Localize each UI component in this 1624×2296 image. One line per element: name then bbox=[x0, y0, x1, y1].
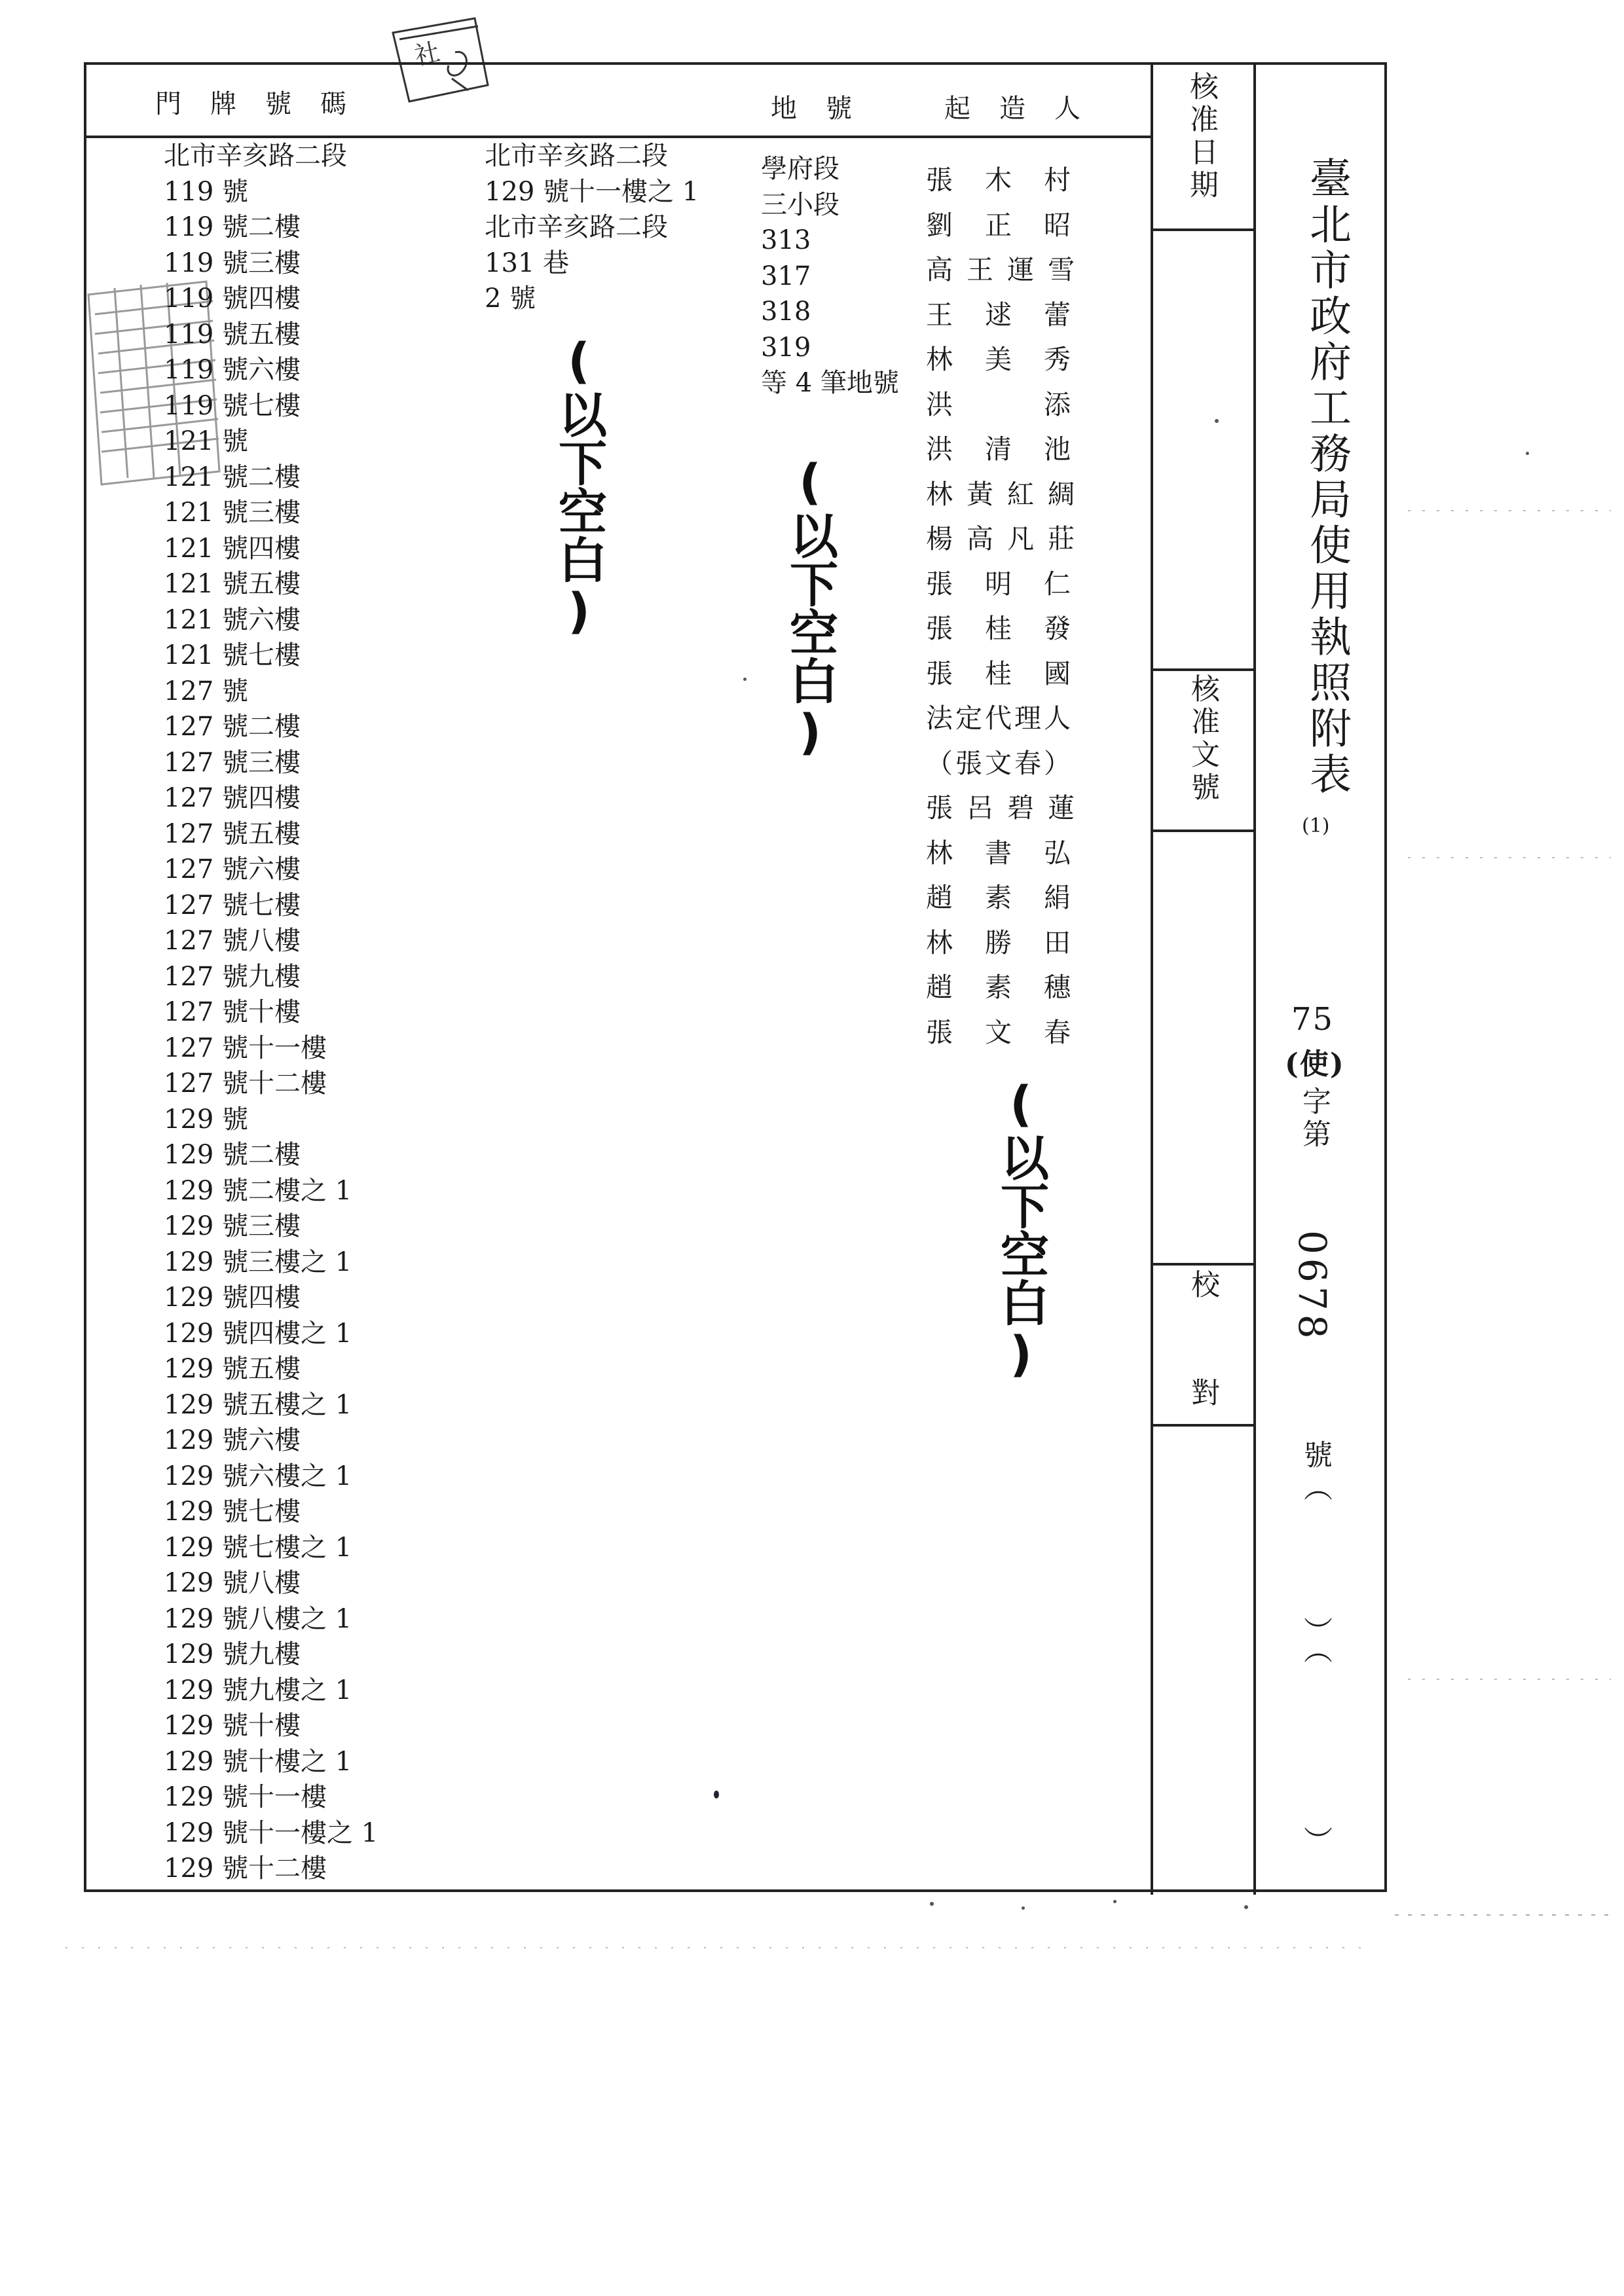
address-entry: 127 號六樓 bbox=[164, 854, 301, 884]
approval-date-label: 核准日期 bbox=[1185, 71, 1218, 202]
address-entry: 131 巷 bbox=[485, 247, 570, 278]
permit-paren-mid: ）（ bbox=[1299, 1616, 1332, 1667]
builder-name: 洪 添 bbox=[926, 388, 1073, 420]
address-entry: 129 號九樓 bbox=[164, 1639, 301, 1669]
address-entry: 129 號十一樓之 1 bbox=[485, 176, 699, 207]
address-entry: 129 號五樓 bbox=[164, 1354, 301, 1384]
address-entry: 129 號二樓 bbox=[164, 1140, 301, 1170]
builder-name: 張 文 春 bbox=[926, 1016, 1073, 1048]
document-title: 臺北市政府工務局使用執照附表 bbox=[1302, 156, 1351, 798]
address-entry: 129 號三樓 bbox=[164, 1211, 301, 1241]
address-entry: 129 號五樓之 1 bbox=[164, 1389, 352, 1420]
address-entry: 127 號二樓 bbox=[164, 712, 301, 742]
address-entry: 129 號三樓之 1 bbox=[164, 1247, 352, 1277]
address-entry: 129 號八樓之 1 bbox=[164, 1603, 352, 1634]
builder-name: 楊 高 凡 莊 bbox=[926, 523, 1078, 555]
builder-name: 法定代理人 bbox=[926, 702, 1073, 734]
builder-name: 劉 正 昭 bbox=[926, 209, 1073, 241]
address-entry: 北市辛亥路二段 bbox=[485, 212, 668, 242]
address-entry: 119 號三樓 bbox=[164, 247, 301, 278]
permit-year: 75 bbox=[1291, 1001, 1335, 1038]
builder-name: 張 呂 碧 蓮 bbox=[926, 792, 1078, 824]
land-number-entry: 學府段 bbox=[761, 154, 840, 184]
builder-name: 張 木 村 bbox=[926, 164, 1073, 196]
address-entry: 127 號十一樓 bbox=[164, 1032, 327, 1063]
address-entry: 119 號七樓 bbox=[164, 390, 301, 421]
address-entry: 121 號五樓 bbox=[164, 569, 301, 599]
land-number-entry: 313 bbox=[761, 225, 811, 255]
address-entry: 129 號十樓之 1 bbox=[164, 1746, 352, 1777]
address-entry: 129 號四樓 bbox=[164, 1283, 301, 1313]
blank-mark-land: (以下空白) bbox=[782, 454, 838, 761]
address-entry: 129 號八樓 bbox=[164, 1568, 301, 1598]
permit-type: (使) bbox=[1285, 1048, 1345, 1081]
land-number-entry: 等 4 筆地號 bbox=[761, 368, 899, 398]
builder-name: 林 勝 田 bbox=[926, 926, 1073, 958]
address-entry: 121 號六樓 bbox=[164, 604, 301, 635]
address-entry: 129 號四樓之 1 bbox=[164, 1318, 352, 1349]
address-entry: 121 號四樓 bbox=[164, 533, 301, 564]
address-entry: 119 號二樓 bbox=[164, 212, 301, 242]
address-entry: 121 號 bbox=[164, 426, 249, 456]
header-address: 門 牌 號 碼 bbox=[155, 89, 348, 119]
address-entry: 127 號十二樓 bbox=[164, 1068, 327, 1099]
permit-hao: 號（ bbox=[1299, 1440, 1332, 1505]
permit-number: 0678 bbox=[1290, 1230, 1335, 1343]
address-entry: 127 號九樓 bbox=[164, 961, 301, 992]
builder-name: 林 書 弘 bbox=[926, 837, 1073, 869]
address-entry: 127 號 bbox=[164, 676, 249, 706]
builder-name: 林 美 秀 bbox=[926, 344, 1073, 375]
address-entry: 129 號七樓之 1 bbox=[164, 1532, 352, 1563]
address-entry: 121 號七樓 bbox=[164, 640, 301, 670]
title-page-number: (1) bbox=[1302, 814, 1330, 837]
address-entry: 129 號二樓之 1 bbox=[164, 1175, 352, 1206]
land-number-entry: 318 bbox=[761, 297, 811, 327]
builder-name: 高 王 運 雪 bbox=[926, 254, 1078, 285]
builder-name: 張 桂 發 bbox=[926, 613, 1073, 644]
address-entry: 129 號六樓之 1 bbox=[164, 1461, 352, 1491]
address-entry: 129 號六樓 bbox=[164, 1425, 301, 1455]
address-entry: 119 號四樓 bbox=[164, 283, 301, 314]
svg-text:社: 社 bbox=[412, 37, 443, 71]
builder-name: 洪 清 池 bbox=[926, 433, 1073, 465]
permit-zi-di: 字第 bbox=[1297, 1086, 1331, 1152]
address-entry: 121 號二樓 bbox=[164, 462, 301, 492]
address-entry: 129 號 bbox=[164, 1104, 249, 1135]
address-entry: 129 號十二樓 bbox=[164, 1853, 327, 1884]
builder-name: 張 明 仁 bbox=[926, 568, 1073, 600]
approval-doc-label: 核准文號 bbox=[1186, 674, 1219, 805]
land-number-entry: 317 bbox=[761, 261, 811, 291]
address-entry: 119 號六樓 bbox=[164, 355, 301, 385]
permit-paren-end: ） bbox=[1299, 1826, 1332, 1859]
proofread-label-2: 對 bbox=[1186, 1377, 1219, 1410]
header-land-number: 地 號 bbox=[771, 94, 853, 124]
builder-name: （張文春） bbox=[926, 747, 1073, 779]
builder-name: 林 黃 紅 綢 bbox=[926, 478, 1078, 510]
address-entry: 129 號九樓之 1 bbox=[164, 1675, 352, 1705]
land-number-entry: 319 bbox=[761, 332, 811, 363]
address-entry: 2 號 bbox=[485, 283, 536, 314]
builder-name: 趙 素 穗 bbox=[926, 972, 1073, 1003]
blank-mark-address: (以下空白) bbox=[551, 333, 607, 640]
address-entry: 129 號十一樓 bbox=[164, 1782, 327, 1812]
header-builder: 起 造 人 bbox=[944, 94, 1082, 124]
address-entry: 127 號八樓 bbox=[164, 926, 301, 956]
builder-name: 趙 素 絹 bbox=[926, 882, 1073, 913]
land-number-entry: 三小段 bbox=[761, 189, 840, 220]
address-entry: 121 號三樓 bbox=[164, 498, 301, 528]
address-entry: 129 號七樓 bbox=[164, 1497, 301, 1527]
address-entry: 127 號四樓 bbox=[164, 783, 301, 813]
address-entry: 127 號七樓 bbox=[164, 890, 301, 920]
address-entry: 127 號三樓 bbox=[164, 747, 301, 778]
address-entry: 119 號五樓 bbox=[164, 319, 301, 350]
address-entry: 北市辛亥路二段 bbox=[485, 141, 668, 171]
address-entry: 129 號十樓 bbox=[164, 1711, 301, 1741]
address-entry: 北市辛亥路二段 bbox=[164, 141, 347, 171]
address-entry: 129 號十一樓之 1 bbox=[164, 1817, 378, 1848]
proofread-label-1: 校 bbox=[1186, 1269, 1219, 1302]
builder-name: 王 逑 蕾 bbox=[926, 299, 1073, 331]
address-entry: 127 號十樓 bbox=[164, 997, 301, 1027]
builder-name: 張 桂 國 bbox=[926, 657, 1073, 689]
address-entry: 119 號 bbox=[164, 176, 249, 207]
address-entry: 127 號五樓 bbox=[164, 818, 301, 849]
blank-mark-builder: (以下空白) bbox=[993, 1076, 1049, 1383]
